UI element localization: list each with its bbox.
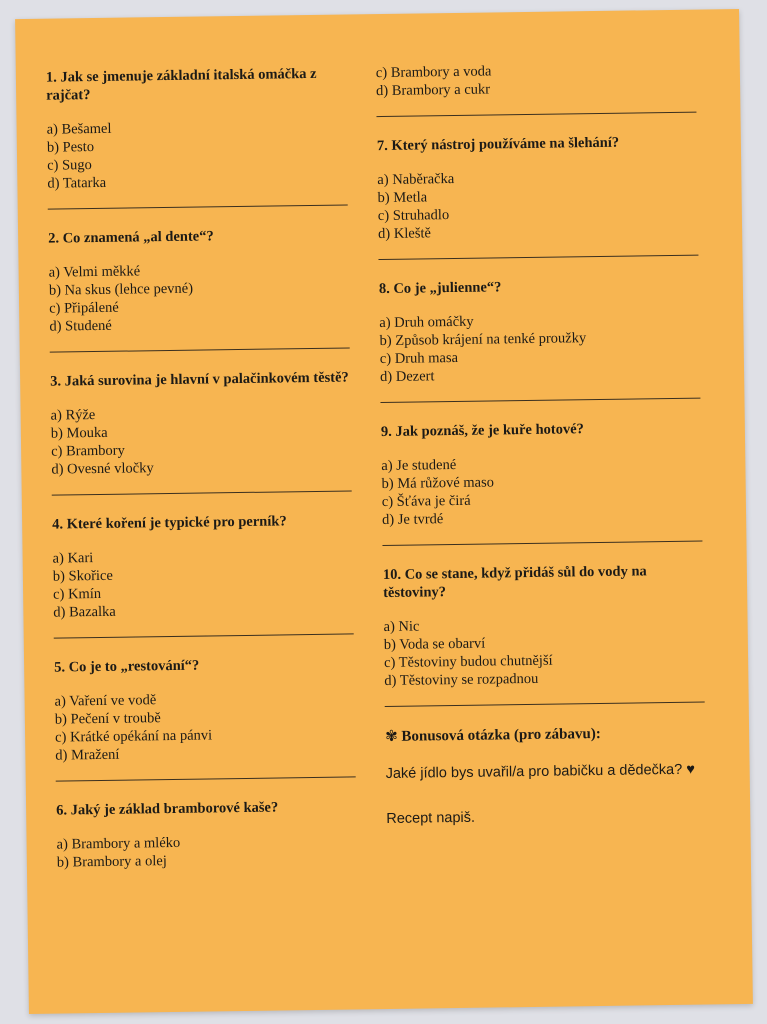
question-title: 7. Který nástroj používáme na šlehání? [376, 134, 620, 155]
bonus-question: Jaké jídlo bys uvařil/a pro babičku a dědečka? ♥ [385, 761, 696, 783]
answer-option: d) Dezert [380, 368, 435, 386]
quiz-sheet [15, 9, 753, 1014]
answer-option: c) Brambory [51, 442, 125, 460]
question-2 [48, 225, 349, 335]
answer-option: a) Brambory a mléko [56, 834, 181, 853]
right-column [376, 60, 707, 830]
answer-option: b) Brambory a olej [56, 853, 167, 871]
answer-line [385, 702, 705, 707]
question-4 [52, 511, 353, 621]
answer-line [382, 541, 702, 546]
answer-option: d) Je tvrdé [382, 511, 444, 529]
question-title: 10. Co se stane, když přidáš sůl do vody na těstoviny? [382, 563, 647, 602]
question-title: 5. Co je to „restování“? [54, 657, 200, 676]
answer-option: a) Rýže [50, 407, 96, 424]
answer-option: a) Bešamel [46, 120, 112, 138]
answer-line [50, 347, 350, 352]
question-title: 6. Jaký je základ bramborové kaše? [56, 799, 279, 819]
answer-option: d) Brambory a cukr [376, 81, 491, 100]
answer-option: b) Skořice [52, 567, 113, 585]
question-title: 8. Co je „julienne“? [378, 279, 502, 298]
answer-option: b) Způsob krájení na tenké proužky [379, 330, 587, 350]
bonus-title-text: Bonusová otázka (pro zábavu): [401, 725, 601, 745]
bonus-title [385, 723, 705, 746]
answer-option: a) Naběračka [377, 170, 455, 189]
question-6 [56, 797, 357, 871]
answer-option: b) Má růžové maso [381, 474, 495, 493]
answer-option: d) Mražení [55, 746, 120, 764]
question-6-continued [376, 60, 696, 100]
answer-option: b) Na skus (lehce pevné) [48, 280, 194, 299]
answer-option: a) Velmi měkké [48, 263, 141, 281]
question-8 [379, 276, 700, 386]
answer-line [56, 776, 356, 781]
answer-option: c) Krátké opékání na pánvi [55, 727, 213, 746]
answer-option: a) Kari [52, 550, 94, 567]
answer-option: a) Vaření ve vodě [54, 692, 157, 710]
answer-option: d) Bazalka [53, 603, 116, 621]
question-3 [50, 368, 351, 478]
answer-line [52, 490, 352, 495]
answer-option: b) Voda se obarví [383, 635, 486, 654]
answer-option: a) Je studené [381, 456, 457, 475]
answer-option: c) Připálené [49, 299, 119, 317]
answer-line [54, 633, 354, 638]
answer-option: b) Mouka [50, 424, 108, 442]
answer-option: d) Kleště [378, 225, 431, 243]
answer-option: c) Těstoviny budou chutnější [384, 652, 553, 672]
answer-option: b) Pesto [46, 139, 95, 156]
answer-option: d) Ovesné vločky [51, 460, 154, 478]
question-10 [383, 562, 705, 690]
answer-option: d) Tatarka [47, 174, 107, 192]
answer-option: c) Šťáva je čirá [381, 492, 471, 511]
answer-option: a) Nic [383, 618, 420, 636]
question-title: 3. Jaká surovina je hlavní v palačinkovém těstě? [50, 369, 349, 390]
answer-option: b) Metla [377, 189, 428, 207]
question-title: 2. Co znamená „al dente“? [48, 228, 214, 247]
answer-option: c) Sugo [47, 157, 92, 174]
question-1 [46, 64, 348, 192]
answer-option: c) Struhadlo [377, 207, 450, 225]
answer-line [376, 112, 696, 117]
left-column [46, 64, 357, 871]
bouquet-icon: ✾ [385, 726, 398, 746]
question-9 [381, 419, 702, 529]
recipe-prompt: Recept napiš. [386, 809, 476, 827]
question-5 [54, 654, 355, 764]
question-7 [377, 133, 698, 243]
answer-option: d) Studené [49, 317, 112, 335]
question-title: 4. Které koření je typické pro perník? [52, 513, 287, 533]
question-title: 1. Jak se jmenuje základní italská omáčka z rajčat? [45, 65, 317, 104]
question-title: 9. Jak poznáš, že je kuře hotové? [380, 421, 584, 441]
answer-line [378, 255, 698, 260]
answer-line [380, 398, 700, 403]
answer-option: a) Druh omáčky [379, 313, 474, 332]
answer-option: d) Těstoviny se rozpadnou [384, 670, 539, 690]
bonus-section [385, 723, 706, 830]
answer-line [48, 204, 348, 209]
answer-option: c) Kmín [53, 585, 102, 603]
answer-option: c) Druh masa [379, 349, 459, 368]
answer-option: c) Brambory a voda [375, 63, 492, 82]
answer-option: b) Pečení v troubě [54, 710, 161, 728]
